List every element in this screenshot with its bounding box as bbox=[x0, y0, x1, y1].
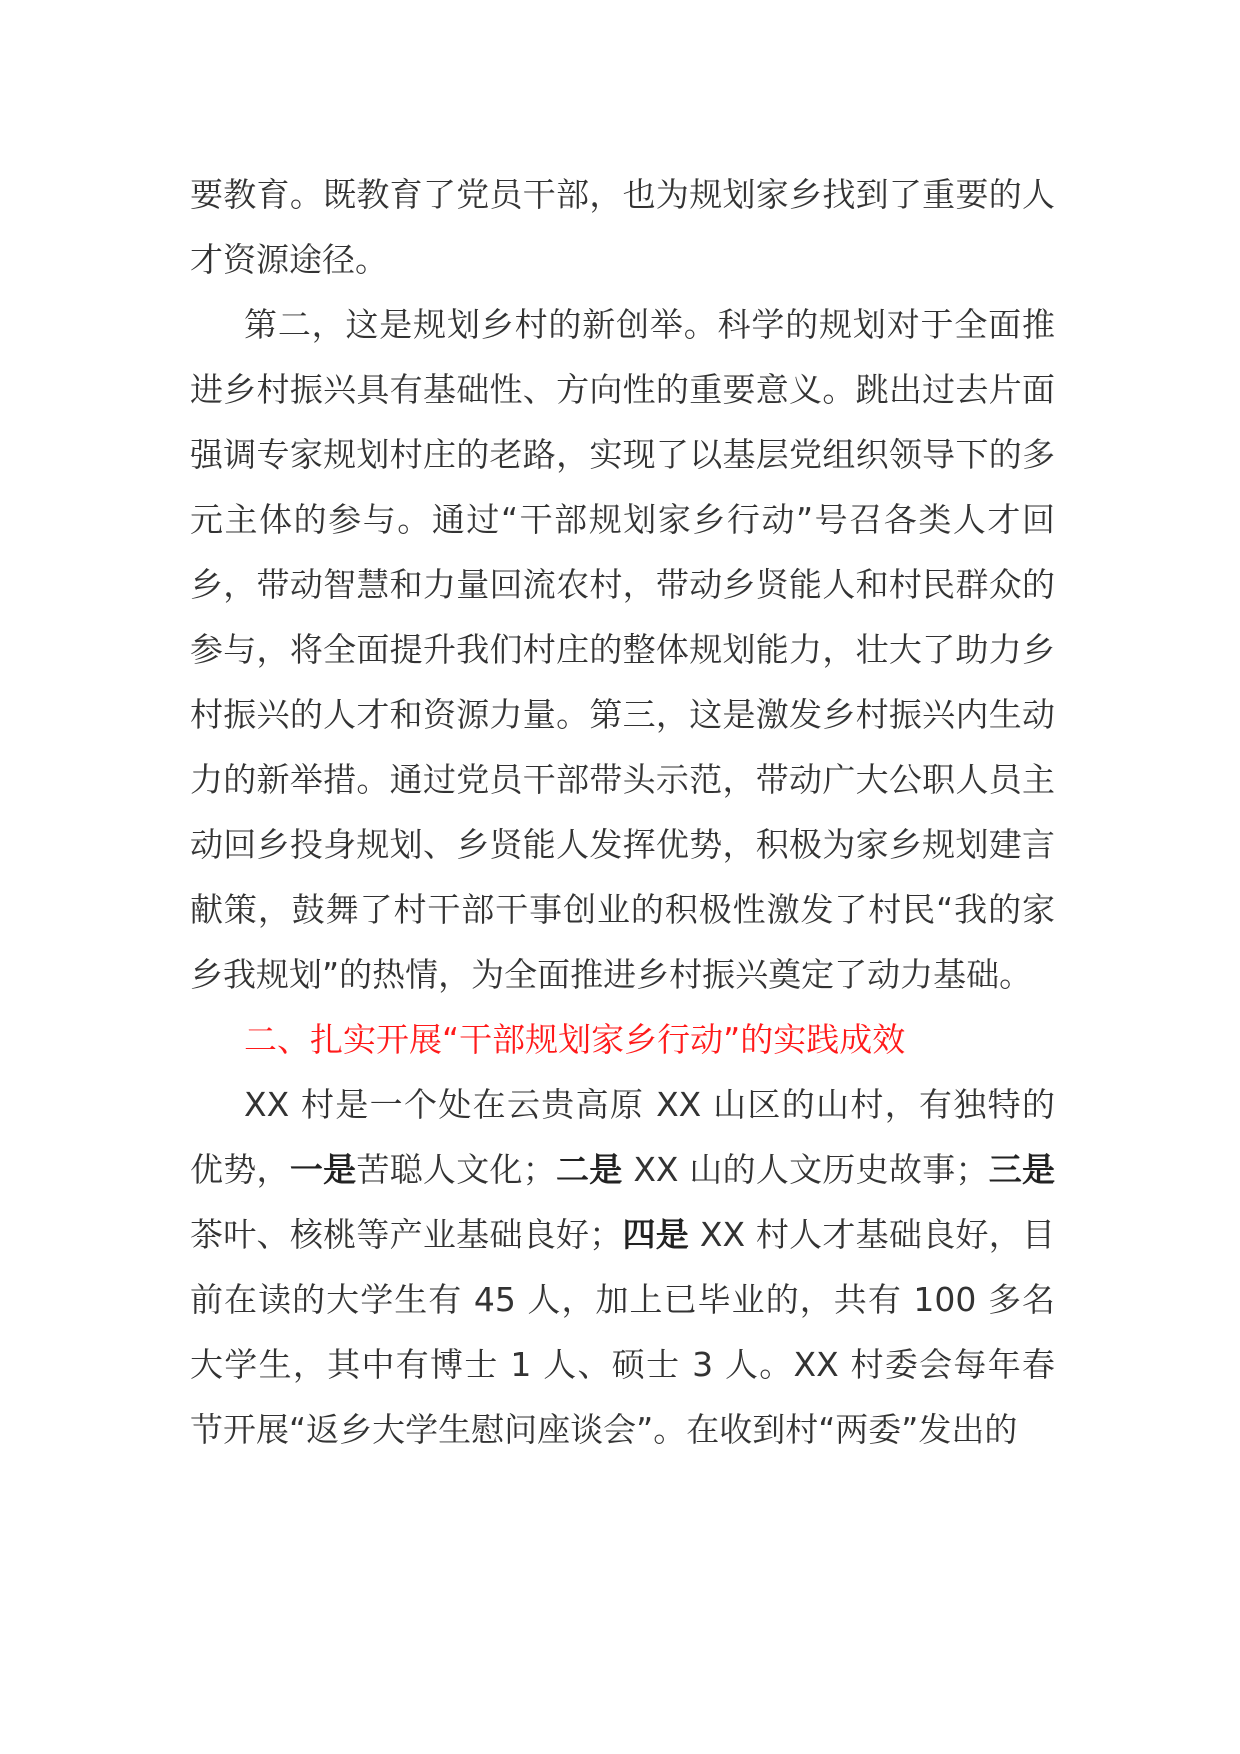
paragraph-second-point: 第二，这是规划乡村的新创举。科学的规划对于全面推进乡村振兴具有基础性、方向性的重要意义。跳出过去片面强调专家规划村庄的老路，实现了以基层党组织领导下的多元主体的参与。通过“干部规划家乡行动”号召各类人才回乡，带动智慧和力量回流农村，带动乡贤能人和村民群众的参与，将全面提升我们村庄的整体规划能力，壮大了助力乡村振兴的人才和资源力量。第三，这是激发乡村振兴内生动力的新举措。通过党员干部带头示范，带动广大公职人员主动回乡投身规划、乡贤能人发挥优势，积极为家乡规划建言献策，鼓舞了村干部干事创业的积极性激发了村民“我的家乡我规划”的热情，为全面推进乡村振兴奠定了动力基础。 bbox=[190, 305, 1055, 994]
bold-marker-first: 一是 bbox=[289, 1150, 357, 1189]
paragraph-continuation: 要教育。既教育了党员干部，也为规划家乡找到了重要的人才资源途径。 bbox=[190, 175, 1055, 279]
document-page bbox=[190, 162, 1055, 1462]
section-heading: 二、扎实开展“干部规划家乡行动”的实践成效 bbox=[244, 1020, 906, 1059]
text-run: XX 村人才基础良好，目前在读的大学生有 45 人，加上已毕业的，共有 100 多名大学生，其中有博士 1 人、硕士 3 人。XX 村委会每年春节开展“返乡大学生慰问座谈会”。在收到村“两委”发出的 bbox=[190, 1215, 1056, 1449]
text-run: 茶叶、核桃等产业基础良好； bbox=[190, 1215, 623, 1254]
bold-marker-second: 二是 bbox=[555, 1150, 623, 1189]
bold-marker-third: 三是 bbox=[988, 1150, 1056, 1189]
text-run: 苦聪人文化； bbox=[356, 1150, 556, 1189]
text-run: XX 村是一个处在云贵高原 XX 山区的山村，有独特的优势， bbox=[190, 1085, 1055, 1189]
paragraph-village-intro bbox=[190, 1072, 1055, 1462]
bold-marker-fourth: 四是 bbox=[622, 1215, 690, 1254]
text-run: XX 山的人文历史故事； bbox=[622, 1150, 989, 1189]
